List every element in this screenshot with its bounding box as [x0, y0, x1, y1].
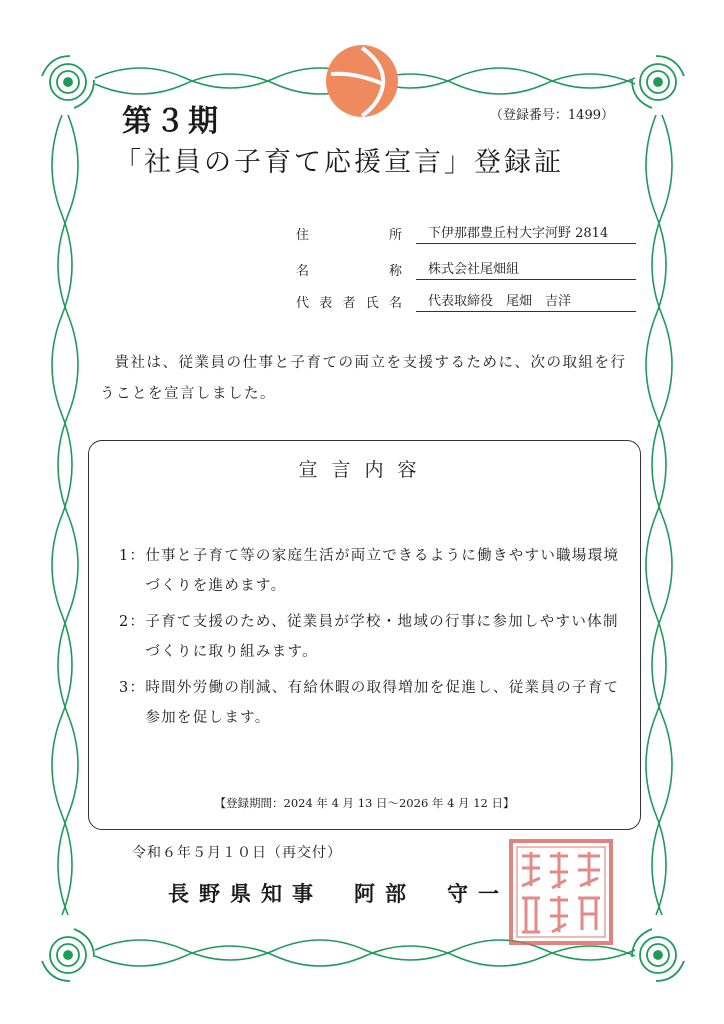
item-text: 仕事と子育て等の家庭生活が両立できるように働きやすい職場環境づくりを進めます。	[145, 548, 620, 594]
info-row-representative	[296, 288, 636, 312]
info-label-name: 名 称	[296, 264, 402, 279]
info-label-representative: 代 表 者 氏 名	[296, 296, 402, 311]
info-value-representative: 代表取締役 尾畑 吉洋	[416, 290, 636, 312]
logo-emblem	[325, 44, 399, 118]
item-text: 子育て支援のため、従業員が学校・地域の行事に参加しやすい体制づくりに取り組みます。	[145, 614, 619, 660]
issuer-name: 長野県知事 阿部 守一	[168, 881, 509, 906]
registration-period: 【登録期間：2024 年 4 月 13 日～2026 年 4 月 12 日】	[214, 796, 515, 810]
body-text: 貴社は、従業員の仕事と子育ての両立を支援するために、次の取組を行うことを宣言しました。	[100, 355, 627, 402]
info-value-name: 株式会社尾畑組	[416, 258, 636, 280]
item-text: 時間外労働の削減、有給休暇の取得増加を促進し、従業員の子育て参加を促します。	[145, 680, 620, 726]
declaration-item	[119, 541, 624, 601]
info-value-address: 下伊那郡豊丘村大字河野 2814	[416, 222, 636, 244]
declaration-item	[119, 673, 624, 733]
info-label-address: 住 所	[296, 228, 402, 243]
item-number: 1：	[119, 548, 146, 564]
official-seal	[508, 838, 614, 946]
declaration-item	[119, 607, 624, 667]
period-heading: 第３期	[122, 104, 221, 139]
item-number: 2：	[119, 614, 146, 630]
item-number: 3：	[119, 680, 146, 696]
declaration-title: 宣言内容	[298, 459, 431, 481]
info-row-address	[296, 220, 636, 244]
info-row-name	[296, 256, 636, 280]
registration-number: （登録番号：1499）	[489, 108, 614, 123]
certificate-title: 「社員の子育て応援宣言」登録証	[114, 147, 564, 178]
declaration-box	[88, 440, 641, 830]
issue-date: 令和６年５月１０日（再交付）	[132, 845, 342, 861]
